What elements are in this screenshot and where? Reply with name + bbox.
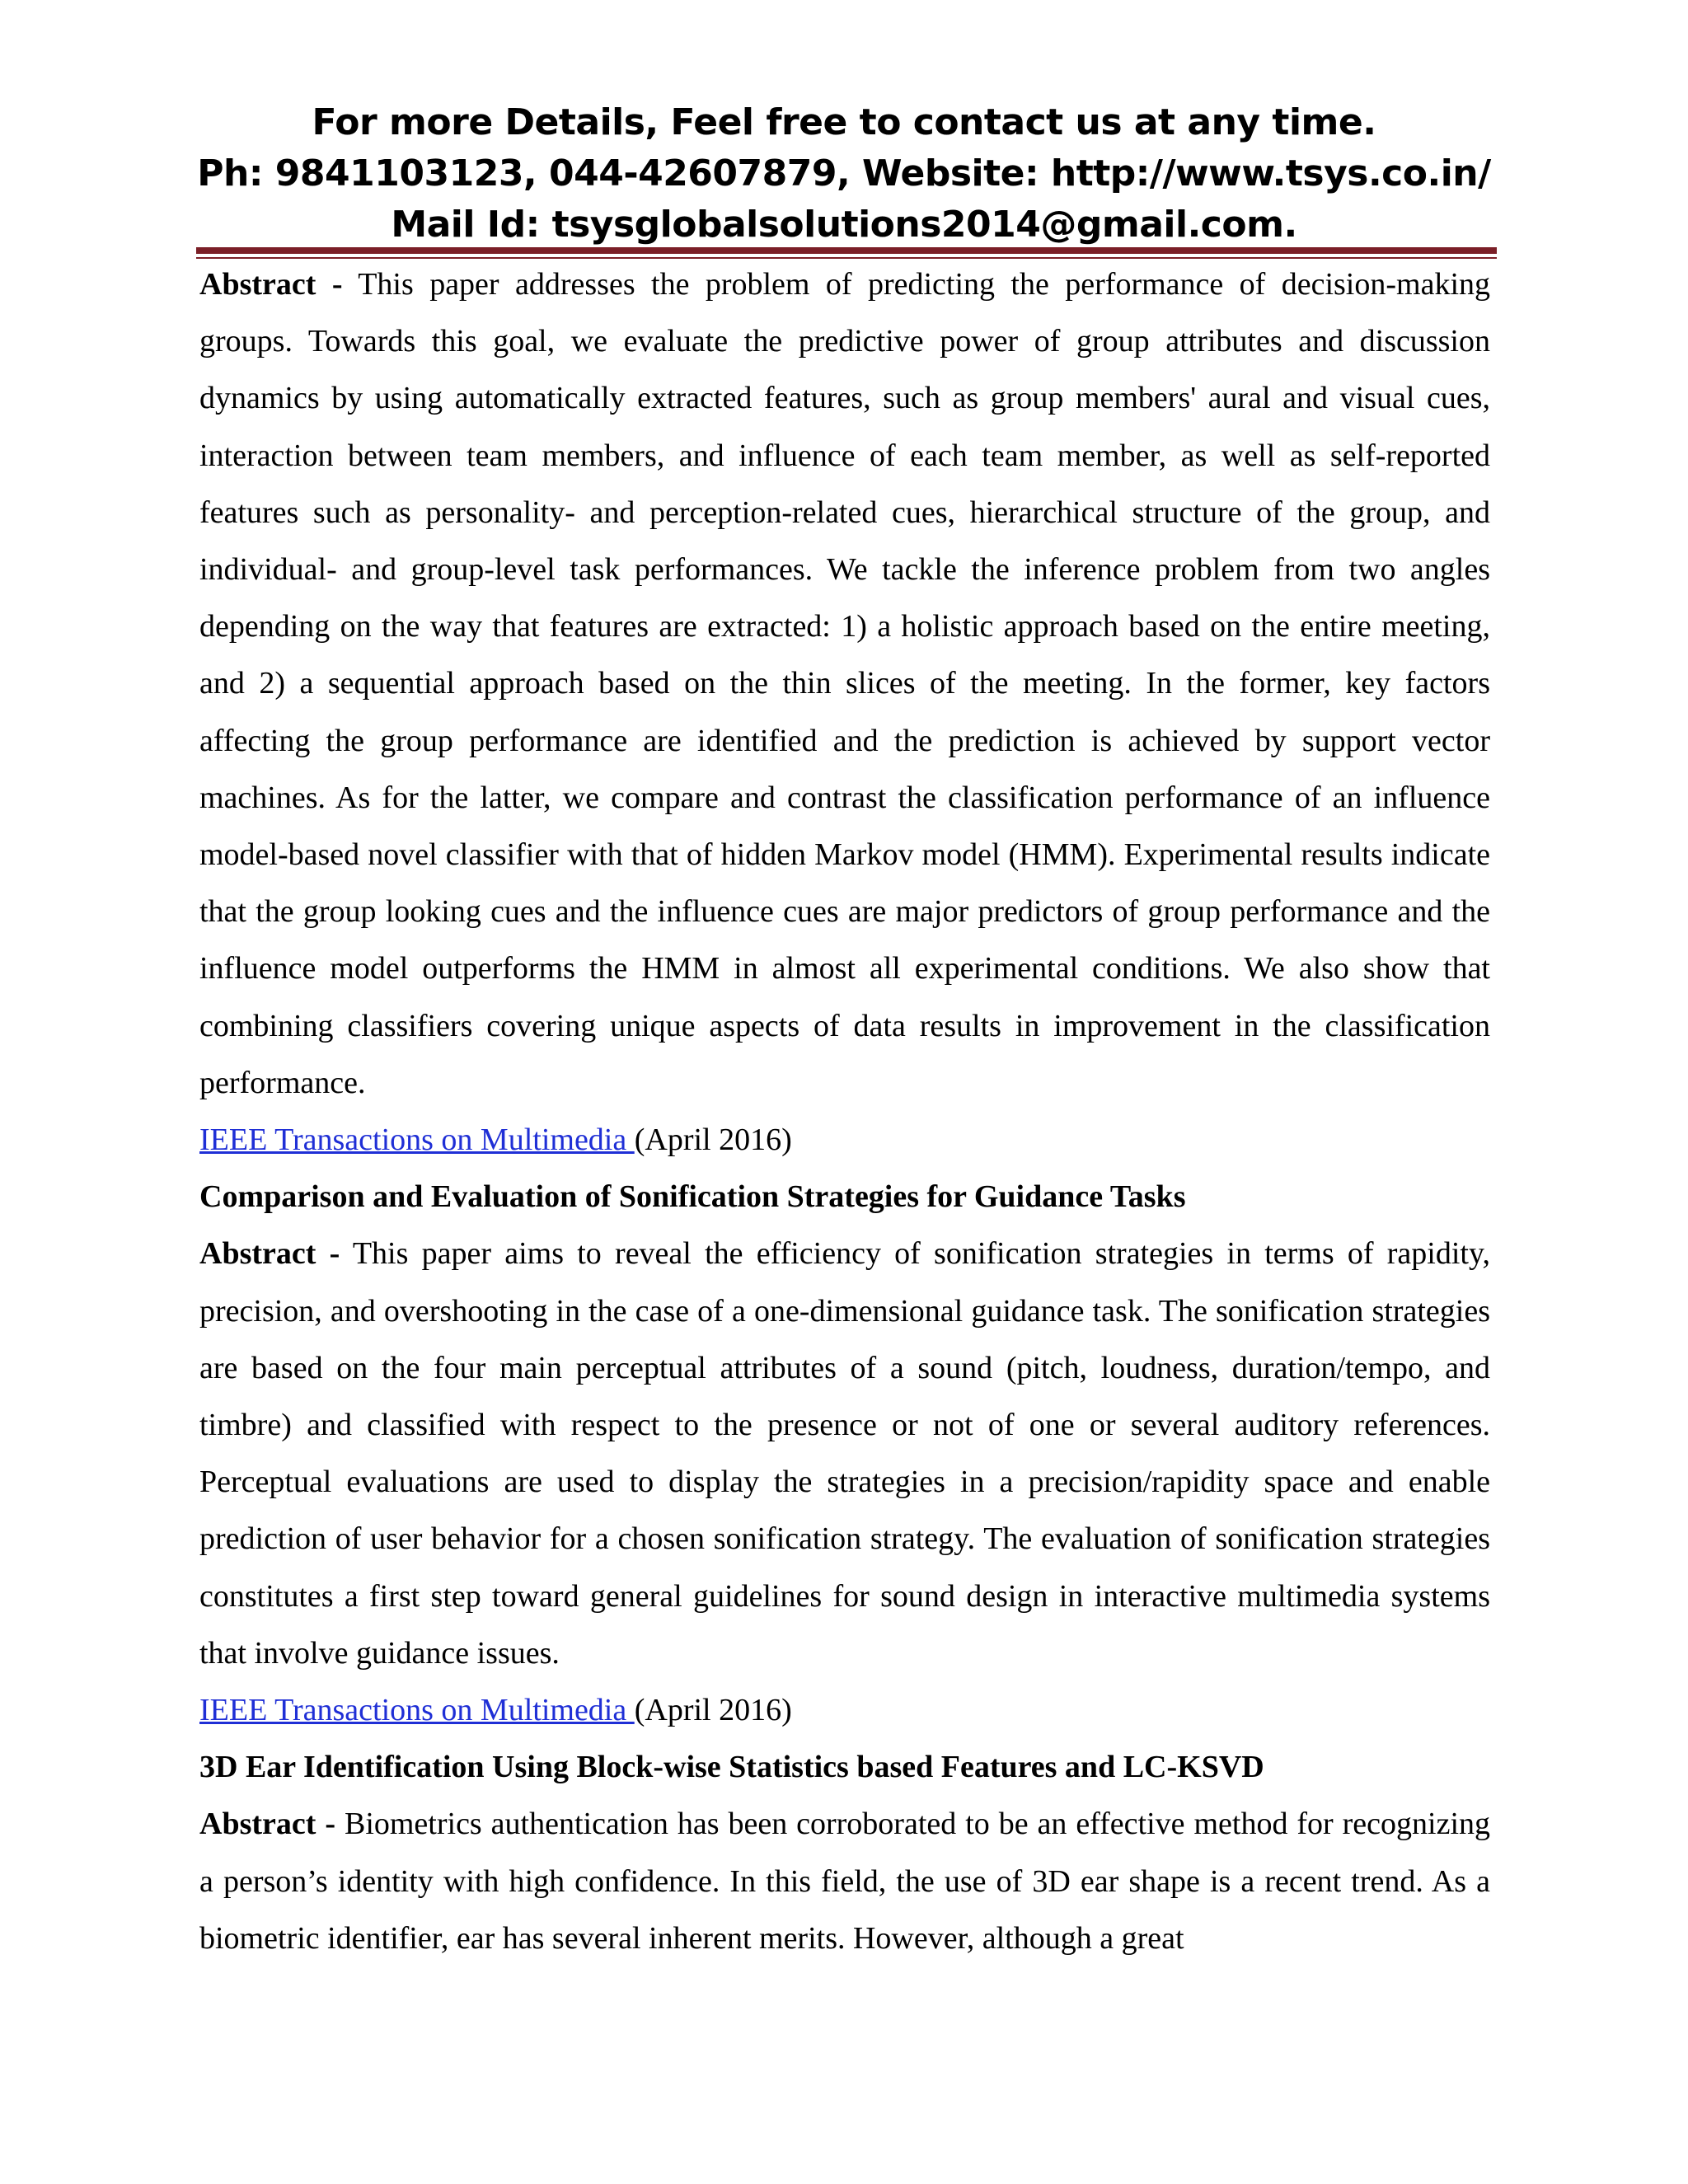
journal-link[interactable]: IEEE Transactions on Multimedia (199, 1693, 635, 1728)
entry-2-abstract (199, 1226, 1490, 1682)
abstract-label: Abstract - (199, 1807, 336, 1842)
entry-3-title: 3D Ear Identification Using Block-wise Statistics based Features and LC-KSVD (199, 1750, 1264, 1785)
abstract-text: This paper aims to reveal the efficiency of sonification strategies in terms of rapidity, precision, and overshooting in the case of a one-dimensional guidance task. The sonification strategies are based on the four main perceptual attributes of a sound (pitch, loudness, duration/tempo, and timbre) and classified with respect to the presence or not of one or several auditory references. Perceptual evaluations are used to display the strategies in a precision/rapidity space and enable prediction of user behavior for a chosen sonification strategy. The evaluation of sonification strategies constitutes a first step toward general guidelines for sound design in interactive multimedia systems that involve guidance issues. (199, 1236, 1490, 1671)
publication-date: (April 2016) (634, 1693, 792, 1728)
abstract-label: Abstract - (199, 1236, 340, 1272)
entry-2-source (199, 1682, 1490, 1739)
entry-3-abstract (199, 1796, 1490, 1967)
abstract-text: This paper addresses the problem of predicting the performance of decision-making groups. Towards this goal, we evaluate the predictive power of group attributes and discussion dynamics by using automatically extracted features, such as group members' aural and visual cues, interaction between team members, and influence of each team member, as well as self-reported features such as personality- and perception-related cues, hierarchical structure of the group, and individual- and group-level task performances. We tackle the inference problem from two angles depending on the way that features are extracted: 1) a holistic approach based on the entire meeting, and 2) a sequential approach based on the thin slices of the meeting. In the former, key factors affecting the group performance are identified and the prediction is achieved by support vector machines. As for the latter, we compare and contrast the classification performance of an influence model-based novel classifier with that of hidden Markov model (HMM). Experimental results indicate that the group looking cues and the influence cues are major predictors of group performance and the influence model outperforms the HMM in almost all experimental conditions. We also show that combining classifiers covering unique aspects of data results in improvement in the classification performance. (199, 267, 1491, 1100)
entry-2-title: Comparison and Evaluation of Sonification Strategies for Guidance Tasks (199, 1179, 1186, 1215)
document-body (199, 256, 1490, 1967)
abstract-text: Biometrics authentication has been corroborated to be an effective method for recognizing a person’s identity with high confidence. In this field, the use of 3D ear shape is a recent trend. As a biometric identifier, ear has several inherent merits. However, although a great (199, 1807, 1491, 1956)
entry-1-source (199, 1112, 1490, 1169)
contact-header (0, 97, 1688, 251)
header-line-email: Mail Id: tsysglobalsolutions2014@gmail.com. (391, 204, 1297, 246)
abstract-label: Abstract - (199, 267, 343, 302)
header-line-phone-website: Ph: 9841103123, 044-42607879, Website: http://www.tsys.co.in/ (197, 152, 1491, 194)
entry-1-abstract (199, 256, 1490, 1112)
header-line-details: For more Details, Feel free to contact us at any time. (312, 101, 1376, 143)
journal-link[interactable]: IEEE Transactions on Multimedia (199, 1122, 635, 1158)
header-divider-thick (196, 247, 1497, 254)
publication-date: (April 2016) (634, 1122, 792, 1158)
